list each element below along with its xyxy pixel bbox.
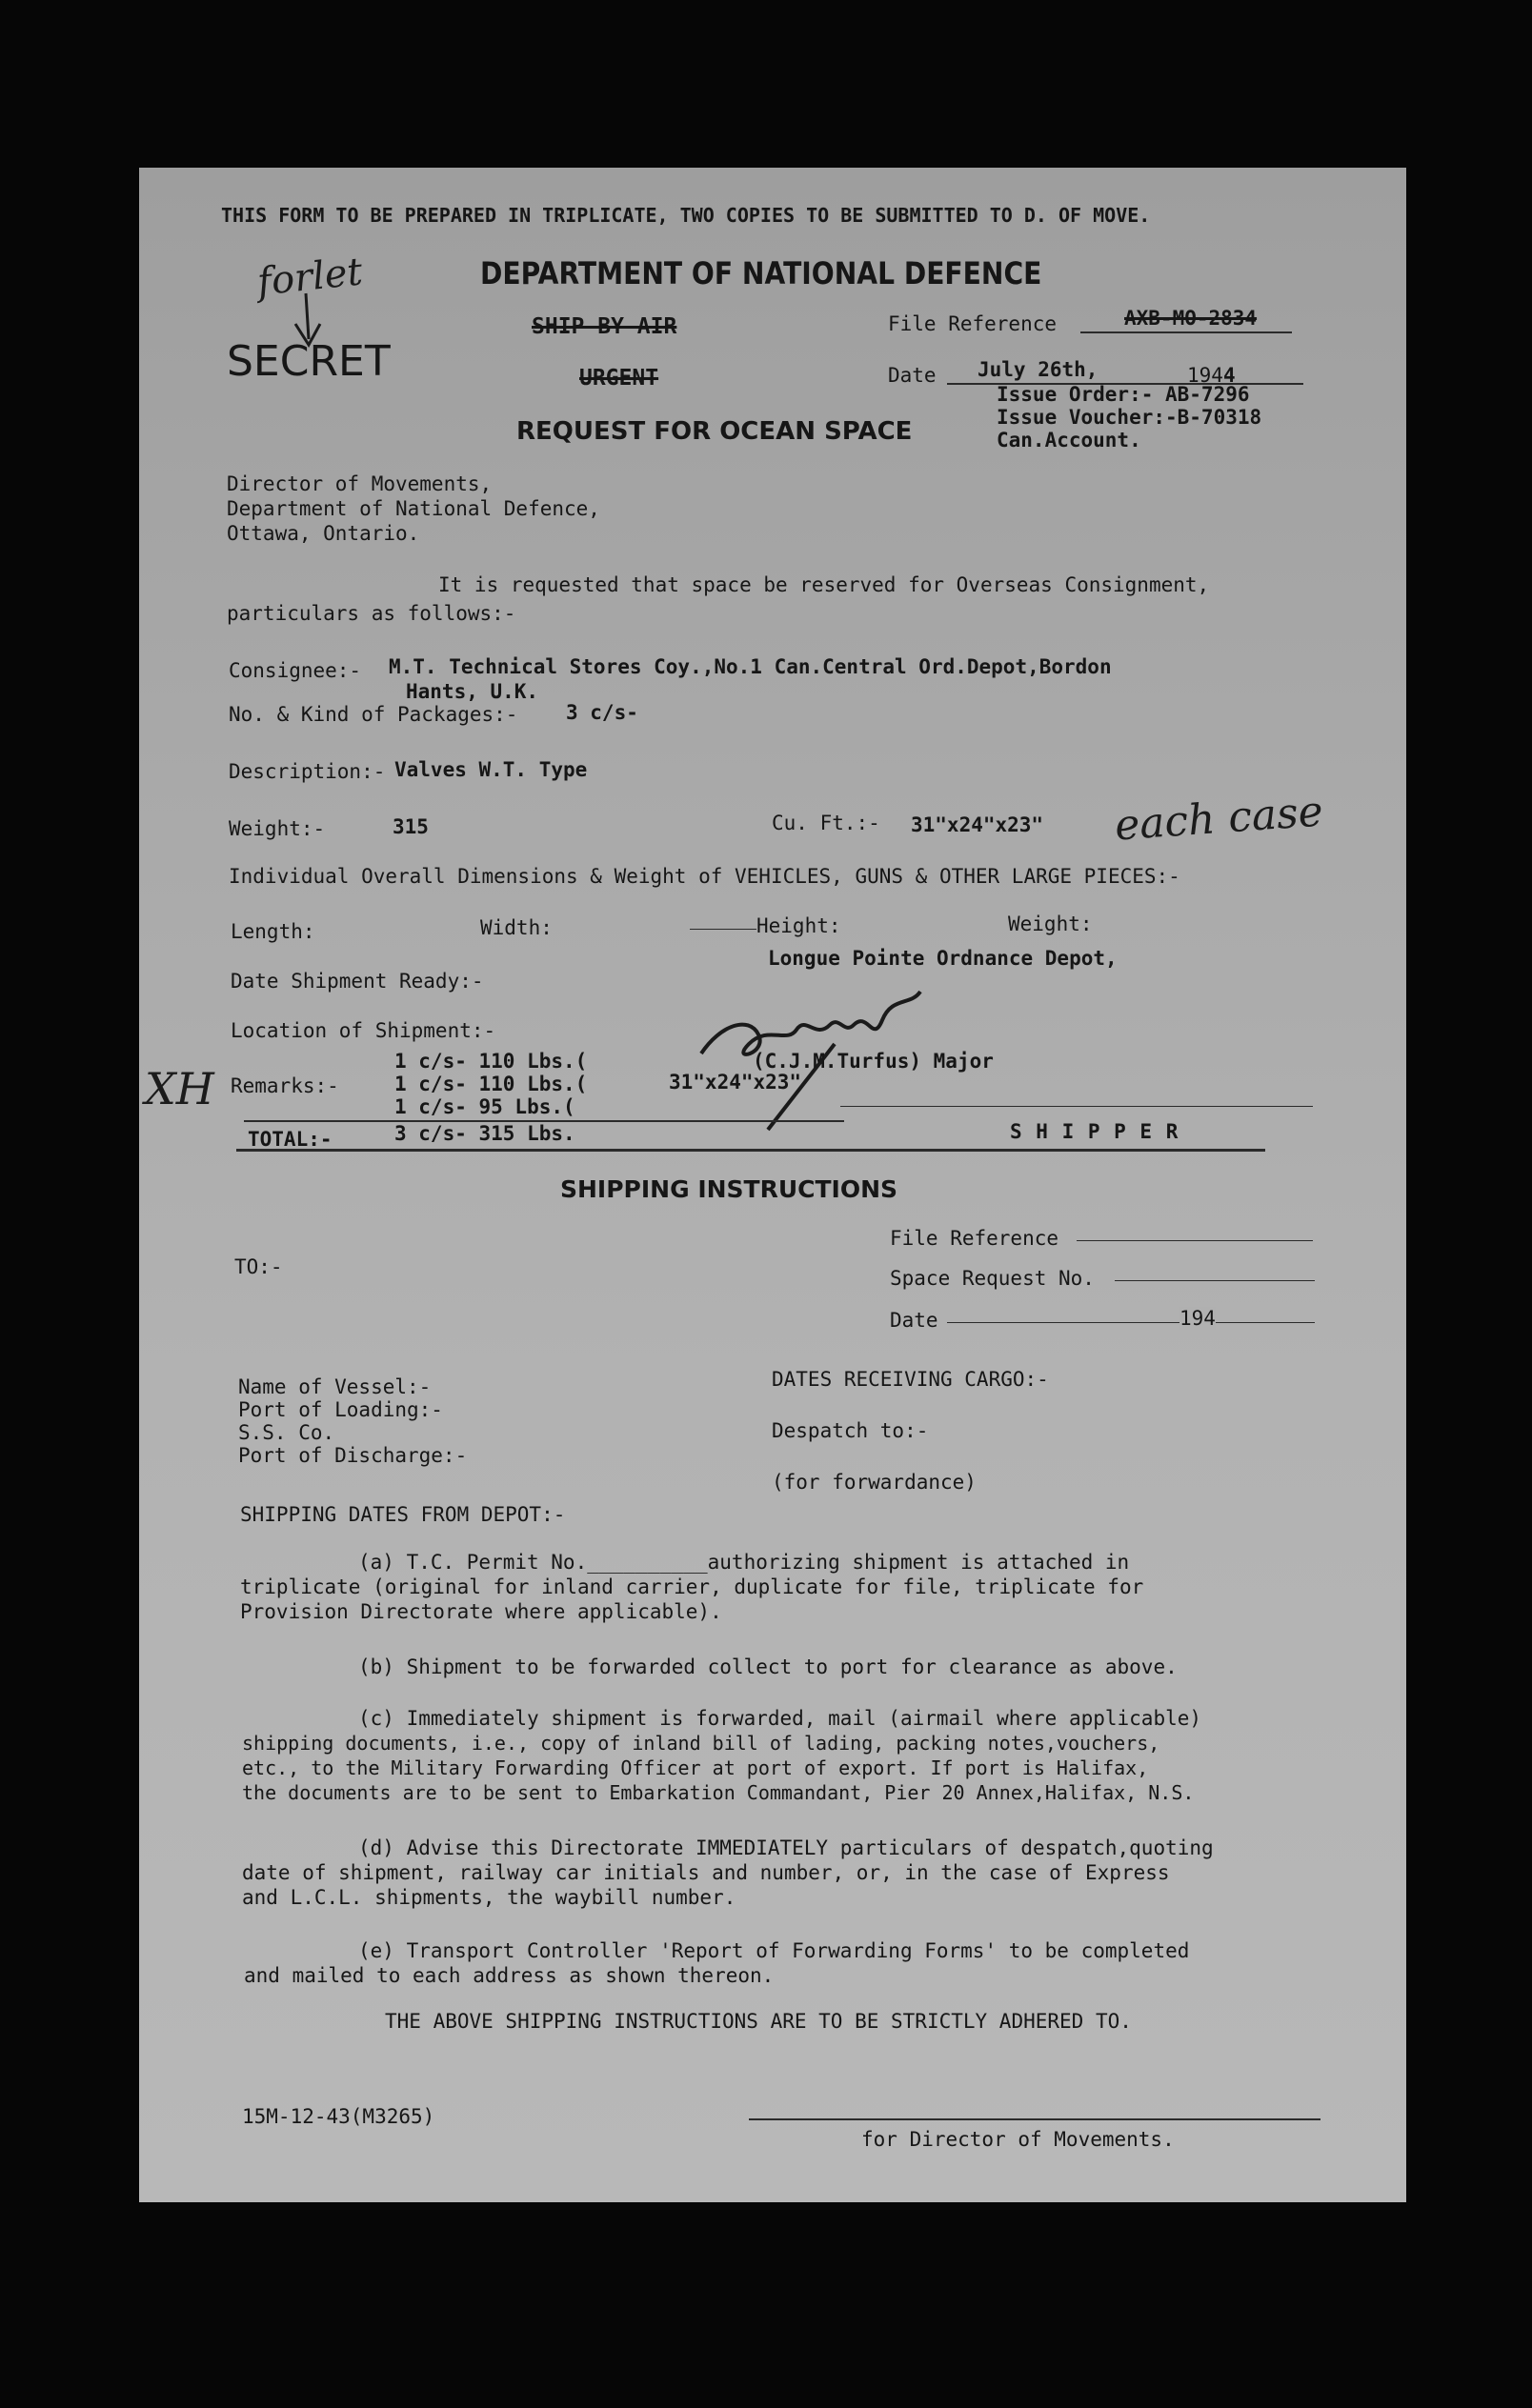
cuft-label: Cu. Ft.:-: [772, 812, 880, 834]
vessel-label: Name of Vessel:-: [238, 1375, 432, 1398]
dimensions-label: Individual Overall Dimensions & Weight of VEHICLES, GUNS & OTHER LARGE PIECES:-: [229, 865, 1180, 888]
weight-label: Weight:-: [229, 817, 326, 840]
secret-stamp: SECRET: [227, 337, 391, 386]
shipping-dates-label: SHIPPING DATES FROM DEPOT:-: [240, 1503, 566, 1526]
for-director-label: for Director of Movements.: [861, 2128, 1175, 2151]
ss-co-label: S.S. Co.: [238, 1421, 335, 1444]
despatch-label: Despatch to:-: [772, 1419, 929, 1442]
length-label: Length:: [231, 920, 315, 943]
total-value: 3 c/s- 315 Lbs.: [394, 1122, 575, 1145]
si-date-label: Date: [890, 1309, 938, 1332]
para-c-line3: etc., to the Military Forwarding Officer at port of export. If port is Halifax,: [242, 1756, 1149, 1779]
date-value: July 26th,: [978, 358, 1099, 381]
width-label: Width:: [480, 916, 553, 939]
date-label: Date: [888, 364, 937, 387]
account: Can.Account.: [997, 429, 1141, 452]
dates-receiving-label: DATES RECEIVING CARGO:-: [772, 1368, 1049, 1391]
para-a-line1: (a) T.C. Permit No.__________authorizing shipment is attached in: [358, 1551, 1130, 1574]
para-d-line3: and L.C.L. shipments, the waybill number.: [242, 1886, 736, 1909]
file-reference-label: File Reference: [888, 312, 1058, 335]
remarks-label: Remarks:-: [231, 1074, 339, 1097]
remarks-margin-mark: XH: [145, 1063, 214, 1114]
department-title: DEPARTMENT OF NATIONAL DEFENCE: [480, 255, 1042, 291]
to-label: TO:-: [234, 1255, 283, 1278]
para-c-line4: the documents are to be sent to Embarkation Commandant, Pier 20 Annex,Halifax, N.S.: [242, 1781, 1195, 1804]
consignee-label: Consignee:-: [229, 659, 362, 682]
shipper-label: S H I P P E R: [1010, 1120, 1179, 1143]
form-number: 15M-12-43(M3265): [242, 2105, 435, 2128]
file-reference-value: AXB-MO-2834: [1124, 307, 1258, 330]
para-c-line2: shipping documents, i.e., copy of inland bill of lading, packing notes,vouchers,: [242, 1732, 1160, 1755]
date-ready-label: Date Shipment Ready:-: [231, 970, 484, 993]
para-a-line2: triplicate (original for inland carrier, duplicate for file, triplicate for: [240, 1575, 1144, 1598]
request-line1: It is requested that space be reserved for Overseas Consignment,: [438, 573, 1210, 596]
adhere-notice: THE ABOVE SHIPPING INSTRUCTIONS ARE TO BE STRICTLY ADHERED TO.: [385, 2010, 1132, 2033]
description-value: Valves W.T. Type: [394, 758, 588, 781]
document-page: [139, 168, 1406, 2202]
addressee-line2: Department of National Defence,: [227, 497, 600, 520]
para-e-line1: (e) Transport Controller 'Report of Forwarding Forms' to be completed: [358, 1939, 1190, 1962]
handwritten-note: forlet: [254, 250, 365, 305]
packages-label: No. & Kind of Packages:-: [229, 703, 518, 726]
total-label: TOTAL:-: [248, 1128, 333, 1151]
para-c-line1: (c) Immediately shipment is forwarded, mail (airmail where applicable): [358, 1707, 1202, 1730]
forwardance-label: (for forwardance): [772, 1471, 977, 1494]
issue-voucher: Issue Voucher:-B-70318: [997, 406, 1262, 429]
remarks-line-2: 1 c/s- 110 Lbs.(: [394, 1073, 588, 1095]
para-d-line1: (d) Advise this Directorate IMMEDIATELY particulars of despatch,quoting: [358, 1836, 1214, 1859]
consignee-value: M.T. Technical Stores Coy.,No.1 Can.Central Ord.Depot,Bordon: [389, 655, 1112, 678]
consignee-value-2: Hants, U.K.: [406, 680, 539, 703]
cuft-handwritten: each case: [1113, 787, 1325, 851]
weight-value: 315: [393, 815, 429, 838]
space-request-label: Space Request No.: [890, 1267, 1095, 1290]
port-loading-label: Port of Loading:-: [238, 1398, 443, 1421]
si-date-year: 194: [1179, 1307, 1216, 1330]
description-label: Description:-: [229, 760, 386, 783]
para-d-line2: date of shipment, railway car initials and number, or, in the case of Express: [242, 1861, 1170, 1884]
remarks-line-1: 1 c/s- 110 Lbs.(: [394, 1050, 588, 1073]
shipping-instructions-heading: SHIPPING INSTRUCTIONS: [560, 1175, 898, 1203]
date-year: 1944: [1187, 364, 1236, 387]
shipper-location: Longue Pointe Ordnance Depot,: [768, 947, 1118, 970]
request-line2: particulars as follows:-: [227, 602, 516, 625]
remarks-dims: 31"x24"x23": [669, 1071, 802, 1094]
remarks-line-3: 1 c/s- 95 Lbs.(: [394, 1095, 575, 1118]
urgent-stamp: URGENT: [579, 366, 659, 391]
para-e-line2: and mailed to each address as shown thereon.: [244, 1964, 775, 1987]
para-a-line3: Provision Directorate where applicable).: [240, 1600, 722, 1623]
weight2-label: Weight:: [1008, 913, 1093, 935]
signer-name: (C.J.M.Turfus) Major: [753, 1050, 994, 1073]
ship-by-air-stamp: SHIP BY AIR: [532, 314, 677, 339]
form-title: REQUEST FOR OCEAN SPACE: [516, 417, 913, 446]
height-label: Height:: [756, 914, 841, 937]
si-file-reference-label: File Reference: [890, 1227, 1059, 1250]
packages-value: 3 c/s-: [566, 701, 638, 724]
para-b-line1: (b) Shipment to be forwarded collect to port for clearance as above.: [358, 1656, 1178, 1678]
triplicate-notice: THIS FORM TO BE PREPARED IN TRIPLICATE, TWO COPIES TO BE SUBMITTED TO D. OF MOVE.: [221, 204, 1151, 227]
addressee-line3: Ottawa, Ontario.: [227, 522, 420, 545]
port-discharge-label: Port of Discharge:-: [238, 1444, 468, 1467]
addressee-line1: Director of Movements,: [227, 472, 493, 495]
location-label: Location of Shipment:-: [231, 1019, 496, 1042]
issue-order: Issue Order:- AB-7296: [997, 383, 1250, 406]
cuft-value: 31"x24"x23": [911, 813, 1044, 836]
